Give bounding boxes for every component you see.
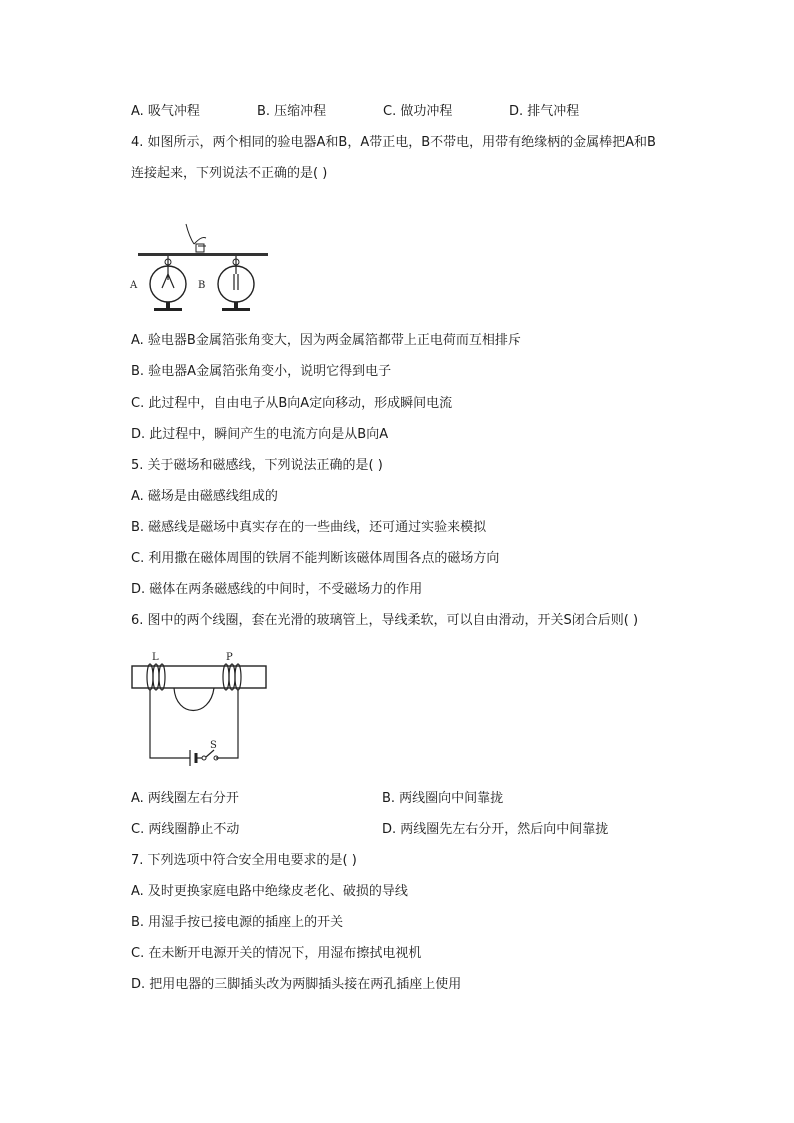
label-l: L [152, 652, 159, 663]
q6-option-a: A. 两线圈左右分开 [131, 791, 239, 806]
label-a: A [130, 280, 138, 291]
electroscope-a [150, 256, 186, 311]
q7-option-d: D. 把用电器的三脚插头改为两脚插头接在两孔插座上使用 [131, 977, 462, 992]
q4-stem-line1: 4. 如图所示，两个相同的验电器A和B，A带正电，B不带电，用带有绝缘柄的金属棒把A和B [131, 135, 656, 150]
q6-options-row1 [131, 790, 631, 808]
q6-coil-figure [128, 648, 278, 772]
label-b: B [198, 280, 206, 291]
q5-stem: 5. 关于磁场和磁感线，下列说法正确的是( ) [131, 458, 383, 473]
q7-stem: 7. 下列选项中符合安全用电要求的是( ) [131, 853, 357, 868]
q4-option-c: C. 此过程中，自由电子从B向A定向移动，形成瞬间电流 [131, 396, 453, 411]
q3-option-c: C. 做功冲程 [383, 104, 453, 119]
coil-p [223, 664, 241, 690]
q7-option-a: A. 及时更换家庭电路中绝缘皮老化、破损的导线 [131, 884, 408, 899]
label-p: P [226, 652, 233, 663]
wire-right [216, 690, 238, 758]
q3-option-b: B. 压缩冲程 [257, 104, 327, 119]
metal-rod [138, 253, 268, 256]
q4-option-a: A. 验电器B金属箔张角变大，因为两金属箔都带上正电荷而互相排斥 [131, 333, 521, 348]
q3-option-a: A. 吸气冲程 [131, 104, 200, 119]
q5-option-a: A. 磁场是由磁感线组成的 [131, 489, 278, 504]
q6-option-d: D. 两线圈先左右分开，然后向中间靠拢 [382, 822, 609, 837]
q6-stem: 6. 图中的两个线圈，套在光滑的玻璃管上，导线柔软，可以自由滑动，开关S闭合后则( ) [131, 613, 639, 628]
q5-option-d: D. 磁体在两条磁感线的中间时，不受磁场力的作用 [131, 582, 423, 597]
hand-icon [186, 224, 206, 246]
coil-l [147, 664, 165, 690]
q4-stem-line2: 连接起来，下列说法不正确的是( ) [131, 166, 328, 181]
q4-option-d: D. 此过程中，瞬间产生的电流方向是从B向A [131, 427, 389, 442]
q7-option-b: B. 用湿手按已接电源的插座上的开关 [131, 915, 344, 930]
q6-options-row2 [131, 821, 651, 839]
insulating-handle [196, 244, 204, 252]
q4-option-b: B. 验电器A金属箔张角变小，说明它得到电子 [131, 364, 392, 379]
coil-circuit-diagram [128, 648, 278, 772]
label-s: S [210, 740, 217, 751]
q5-option-c: C. 利用撒在磁体周围的铁屑不能判断该磁体周围各点的磁场方向 [131, 551, 500, 566]
connecting-wire [174, 688, 214, 711]
electroscope-b [218, 256, 254, 311]
switch-pivot [202, 756, 206, 760]
switch-lever [206, 750, 214, 757]
q7-option-c: C. 在未断开电源开关的情况下，用湿布擦拭电视机 [131, 946, 422, 961]
wire-left [150, 690, 190, 758]
q5-option-b: B. 磁感线是磁场中真实存在的一些曲线，还可通过实验来模拟 [131, 520, 487, 535]
q3-option-d: D. 排气冲程 [509, 104, 580, 119]
q6-option-b: B. 两线圈向中间靠拢 [382, 791, 504, 806]
q3-options-row [131, 103, 651, 121]
electroscope-diagram [128, 222, 278, 314]
q4-electroscope-figure [128, 222, 278, 314]
q6-option-c: C. 两线圈静止不动 [131, 822, 240, 837]
